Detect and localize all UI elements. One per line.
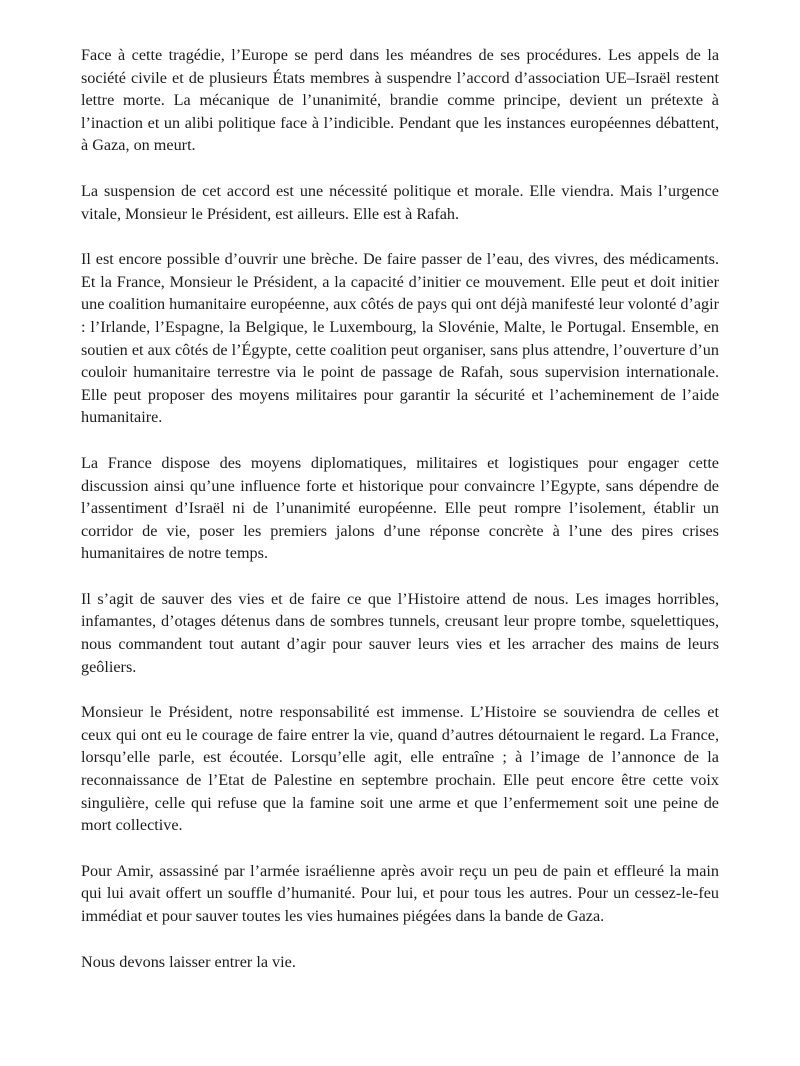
- paragraph-save-lives: Il s’agit de sauver des vies et de faire ce que l’Histoire attend de nous. Les images horribles, infamantes, d’otages détenus dans de sombres tunnels, creusant leur propre tombe, squelettiques, nous commandent tout autant d’agir pour sauver leurs vies et les arracher des mains de leurs geôliers.: [81, 589, 719, 676]
- paragraph-humanitarian-coalition: Il est encore possible d’ouvrir une brèche. De faire passer de l’eau, des vivres, des médicaments. Et la France, Monsieur le Président, a la capacité d’initier ce mouvement. Elle peut et doit initier une coalition humanitaire européenne, aux côtés de pays qui ont déjà manifesté leur volonté d’agir : l’Irlande, l’Espagne, la Belgique, le Luxembourg, la Slovénie, Malte, le Portugal. Ensemble, en soutien et aux côtés de l’Égypte, cette coalition peut organiser, sans plus attendre, l’ouverture d’un couloir humanitaire terrestre via le point de passage de Rafah, sous supervision internationale. Elle peut proposer des moyens militaires pour garantir la sécurité et l’acheminement de l’aide humanitaire.: [81, 250, 719, 427]
- paragraph-responsibility: Monsieur le Président, notre responsabilité est immense. L’Histoire se souviendra de celles et ceux qui ont eu le courage de faire entrer la vie, quand d’autres détournaient le regard. La France, lorsqu’elle parle, est écoutée. Lorsqu’elle agit, elle entraîne ; à l’image de l’annonce de la reconnaissance de l’Etat de Palestine en septembre prochain. Elle peut encore être cette voix singulière, celle qui refuse que la famine soit une arme et que l’enfermement soit une peine de mort collective.: [81, 703, 719, 835]
- paragraph-france-means: La France dispose des moyens diplomatiques, militaires et logistiques pour engager cette discussion ainsi qu’une influence forte et historique pour convaincre l’Egypte, sans dépendre de l’assentiment d’Israël ni de l’unanimité européenne. Elle peut rompre l’isolement, établir un corridor de vie, poser les premiers jalons d’une réponse concrète à l’une des pires crises humanitaires de notre temps.: [81, 453, 719, 563]
- paragraph-suspension-accord: La suspension de cet accord est une nécessité politique et morale. Elle viendra. Mais l’urgence vitale, Monsieur le Président, est ailleurs. Elle est à Rafah.: [81, 181, 719, 223]
- document-body: [81, 44, 719, 996]
- paragraph-closing: Nous devons laisser entrer la vie.: [81, 952, 296, 971]
- paragraph-europe-procedures: Face à cette tragédie, l’Europe se perd dans les méandres de ses procédures. Les appels de la société civile et de plusieurs États membres à suspendre l’accord d’association UE–Israël restent lettre morte. La mécanique de l’unanimité, brandie comme principe, devient un prétexte à l’inaction et un alibi politique face à l’indicible. Pendant que les instances européennes débattent, à Gaza, on meurt.: [81, 46, 719, 155]
- paragraph-for-amir: Pour Amir, assassiné par l’armée israélienne après avoir reçu un peu de pain et effleuré la main qui lui avait offert un souffle d’humanité. Pour lui, et pour tous les autres. Pour un cessez-le-feu immédiat et pour sauver toutes les vies humaines piégées dans la bande de Gaza.: [81, 861, 719, 925]
